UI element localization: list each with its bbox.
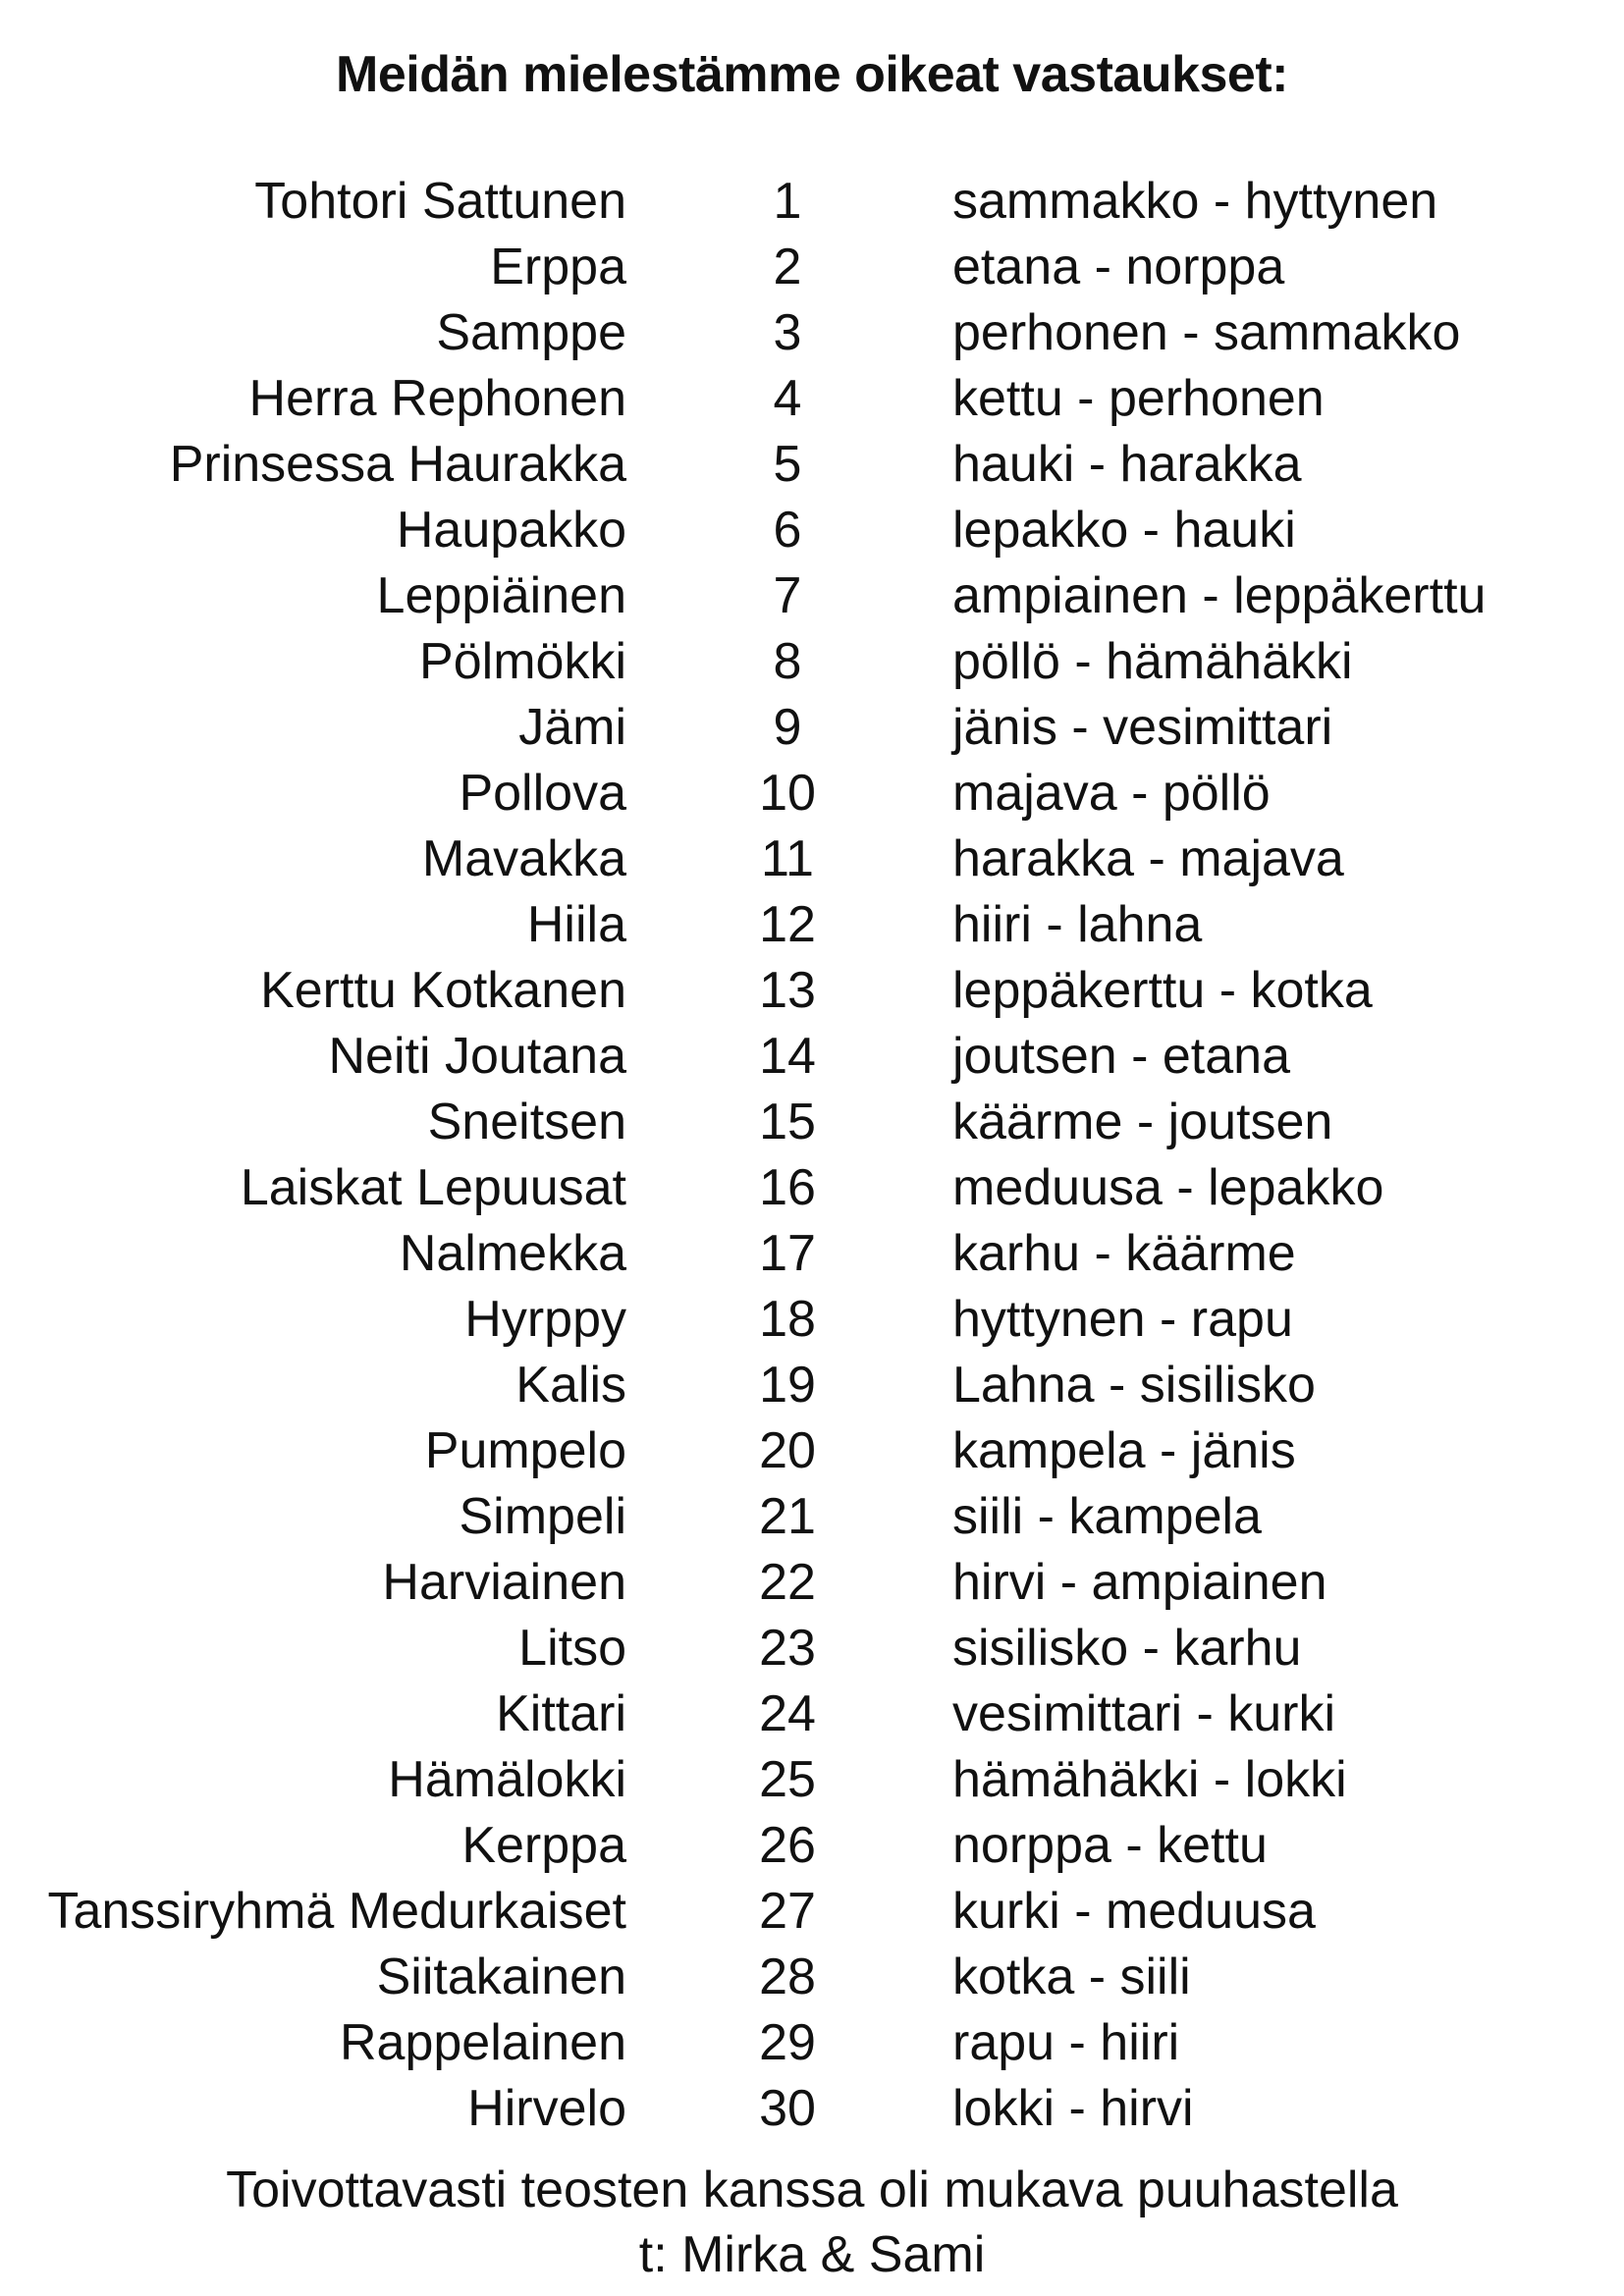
answer-number: 4 [773, 370, 802, 427]
answer-name: Kerppa [461, 1817, 626, 1874]
answer-animal-pair: siili - kampela [952, 1488, 1262, 1545]
answer-list [0, 169, 1624, 2142]
answer-number: 25 [759, 1751, 816, 1808]
answer-row [0, 1484, 1624, 1550]
answer-number: 28 [759, 1949, 816, 2005]
answer-name: Laiskat Lepuusat [240, 1159, 626, 1216]
answer-row [0, 1879, 1624, 1945]
answer-number: 10 [759, 765, 816, 822]
answer-row [0, 958, 1624, 1024]
answer-animal-pair: joutsen - etana [952, 1028, 1291, 1085]
answer-animal-pair: hiiri - lahna [952, 896, 1203, 953]
answer-name: Kalis [515, 1357, 626, 1414]
answer-number: 14 [759, 1028, 816, 1085]
answer-animal-pair: harakka - majava [952, 830, 1344, 887]
answer-animal-pair: ampiainen - leppäkerttu [952, 567, 1487, 624]
footer-signature: t: Mirka & Sami [638, 2226, 986, 2283]
answer-row [0, 1813, 1624, 1879]
answer-row [0, 1550, 1624, 1616]
answer-row [0, 695, 1624, 761]
answer-number: 1 [773, 173, 802, 230]
answer-row [0, 432, 1624, 498]
answer-number: 5 [773, 436, 802, 493]
answer-animal-pair: Lahna - sisilisko [952, 1357, 1316, 1414]
answer-name: Samppe [436, 304, 626, 361]
answer-number: 21 [759, 1488, 816, 1545]
answer-row [0, 1090, 1624, 1155]
answer-name: Litso [518, 1620, 626, 1677]
answer-row [0, 563, 1624, 629]
answer-name: Neiti Joutana [328, 1028, 626, 1085]
answer-row [0, 169, 1624, 235]
answer-name: Tanssiryhmä Medurkaiset [47, 1883, 626, 1940]
answer-number: 23 [759, 1620, 816, 1677]
answer-row [0, 1945, 1624, 2010]
answer-number: 8 [773, 633, 802, 690]
answer-row [0, 2010, 1624, 2076]
answer-name: Pölmökki [419, 633, 626, 690]
answer-row [0, 892, 1624, 958]
answer-row [0, 1155, 1624, 1221]
answer-number: 2 [773, 239, 802, 295]
answer-name: Simpeli [459, 1488, 626, 1545]
answer-number: 26 [759, 1817, 816, 1874]
answer-row [0, 366, 1624, 432]
answer-name: Mavakka [421, 830, 626, 887]
answer-animal-pair: jänis - vesimittari [952, 699, 1333, 756]
answer-animal-pair: etana - norppa [952, 239, 1285, 295]
answer-number: 22 [759, 1554, 816, 1611]
answer-number: 17 [759, 1225, 816, 1282]
answer-name: Harviainen [382, 1554, 626, 1611]
answer-animal-pair: meduusa - lepakko [952, 1159, 1384, 1216]
answer-row [0, 1682, 1624, 1747]
answer-animal-pair: kotka - siili [952, 1949, 1191, 2005]
answer-animal-pair: hirvi - ampiainen [952, 1554, 1327, 1611]
answer-name: Hirvelo [467, 2080, 626, 2137]
answer-row [0, 1221, 1624, 1287]
answer-name: Sneitsen [427, 1094, 626, 1150]
answer-row [0, 1747, 1624, 1813]
answer-number: 13 [759, 962, 816, 1019]
answer-animal-pair: vesimittari - kurki [952, 1685, 1336, 1742]
answer-number: 15 [759, 1094, 816, 1150]
answer-number: 11 [761, 830, 814, 887]
answer-row [0, 1418, 1624, 1484]
answer-animal-pair: käärme - joutsen [952, 1094, 1333, 1150]
answer-number: 16 [759, 1159, 816, 1216]
answer-name: Kittari [496, 1685, 626, 1742]
answer-animal-pair: leppäkerttu - kotka [952, 962, 1373, 1019]
answer-row [0, 498, 1624, 563]
answer-animal-pair: majava - pöllö [952, 765, 1271, 822]
answer-animal-pair: karhu - käärme [952, 1225, 1296, 1282]
answer-row [0, 235, 1624, 300]
answer-name: Nalmekka [399, 1225, 626, 1282]
answer-name: Pumpelo [424, 1422, 626, 1479]
answer-name: Siitakainen [376, 1949, 626, 2005]
answer-number: 27 [759, 1883, 816, 1940]
answer-animal-pair: sammakko - hyttynen [952, 173, 1438, 230]
answer-number: 20 [759, 1422, 816, 1479]
answer-row [0, 1287, 1624, 1353]
answer-animal-pair: pöllö - hämähäkki [952, 633, 1353, 690]
answer-animal-pair: lepakko - hauki [952, 502, 1296, 559]
answer-name: Pollova [459, 765, 626, 822]
answer-row [0, 2076, 1624, 2142]
answer-name: Tohtori Sattunen [254, 173, 626, 230]
answer-name: Hiila [526, 896, 626, 953]
answer-animal-pair: hämähäkki - lokki [952, 1751, 1347, 1808]
answer-name: Hyrppy [464, 1291, 626, 1348]
answer-name: Kerttu Kotkanen [260, 962, 626, 1019]
answer-number: 9 [773, 699, 802, 756]
answer-number: 19 [759, 1357, 816, 1414]
footer-message: Toivottavasti teosten kanssa oli mukava puuhastella [226, 2162, 1398, 2218]
answer-number: 18 [759, 1291, 816, 1348]
answer-number: 30 [759, 2080, 816, 2137]
answer-animal-pair: perhonen - sammakko [952, 304, 1461, 361]
answer-row [0, 629, 1624, 695]
answer-number: 12 [759, 896, 816, 953]
page-title: Meidän mielestämme oikeat vastaukset: [336, 46, 1288, 103]
answer-row [0, 827, 1624, 892]
answer-animal-pair: norppa - kettu [952, 1817, 1268, 1874]
answer-name: Hämälokki [388, 1751, 626, 1808]
answer-name: Leppiäinen [376, 567, 626, 624]
answer-animal-pair: kampela - jänis [952, 1422, 1296, 1479]
answer-animal-pair: sisilisko - karhu [952, 1620, 1302, 1677]
answer-row [0, 1353, 1624, 1418]
answer-animal-pair: hyttynen - rapu [952, 1291, 1293, 1348]
answer-name: Jämi [518, 699, 626, 756]
answer-row [0, 1024, 1624, 1090]
answer-name: Prinsessa Haurakka [169, 436, 626, 493]
answer-name: Haupakko [396, 502, 626, 559]
answer-number: 3 [773, 304, 802, 361]
footer [0, 2158, 1624, 2287]
answer-number: 7 [773, 567, 802, 624]
answer-name: Herra Rephonen [248, 370, 626, 427]
answer-animal-pair: rapu - hiiri [952, 2014, 1180, 2071]
answer-animal-pair: hauki - harakka [952, 436, 1302, 493]
answer-name: Rappelainen [339, 2014, 626, 2071]
answer-number: 6 [773, 502, 802, 559]
answer-number: 24 [759, 1685, 816, 1742]
answer-animal-pair: kettu - perhonen [952, 370, 1325, 427]
answer-row [0, 1616, 1624, 1682]
answer-number: 29 [759, 2014, 816, 2071]
answer-row [0, 761, 1624, 827]
answer-animal-pair: lokki - hirvi [952, 2080, 1194, 2137]
answer-row [0, 300, 1624, 366]
answer-animal-pair: kurki - meduusa [952, 1883, 1316, 1940]
answer-name: Erppa [490, 239, 626, 295]
